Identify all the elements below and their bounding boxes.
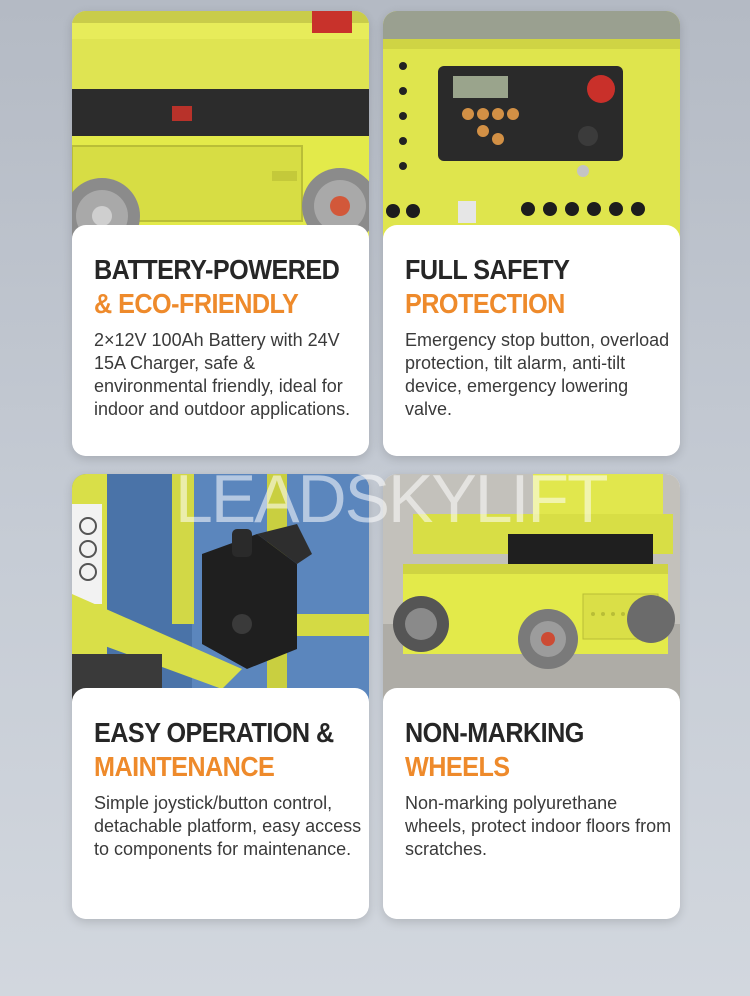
card-description: Simple joystick/button control, detachable platform, easy access to components for maintenance. (94, 793, 362, 859)
card-description: 2×12V 100Ah Battery with 24V 15A Charger, safe & environmental friendly, ideal for indoor and outdoor applications. (94, 330, 351, 419)
card-title-line1: EASY OPERATION & (94, 717, 334, 748)
card-text-panel (383, 688, 680, 919)
card-title-line2: PROTECTION (405, 288, 565, 319)
card-text-panel (72, 688, 369, 919)
card-title-line2: WHEELS (405, 751, 510, 782)
card-description: Emergency stop button, overload protection, tilt alarm, anti-tilt device, emergency lowering valve. (405, 330, 670, 419)
feature-card-safety (383, 11, 680, 456)
feature-card-operation (72, 474, 369, 919)
joystick-controller-photo (72, 474, 369, 714)
card-title-line1: BATTERY-POWERED (94, 254, 340, 285)
card-title-line1: NON-MARKING (405, 717, 584, 748)
scissor-lift-wheels-photo (383, 474, 680, 714)
card-title (94, 253, 340, 321)
card-title (94, 716, 337, 784)
card-title-line2: & ECO-FRIENDLY (94, 288, 299, 319)
feature-card-battery (72, 11, 369, 456)
control-panel-photo (383, 11, 680, 251)
feature-card-wheels (383, 474, 680, 919)
card-title (405, 716, 648, 784)
brand-watermark: LEADSKYLIFT (175, 461, 607, 537)
card-title (405, 253, 648, 321)
card-title-line1: FULL SAFETY (405, 254, 570, 285)
card-title-line2: MAINTENANCE (94, 751, 275, 782)
card-text-panel (72, 225, 369, 456)
lift-base-wheels-photo (72, 11, 369, 251)
card-text-panel (383, 225, 680, 456)
card-description: Non-marking polyurethane wheels, protect indoor floors from scratches. (405, 793, 672, 859)
